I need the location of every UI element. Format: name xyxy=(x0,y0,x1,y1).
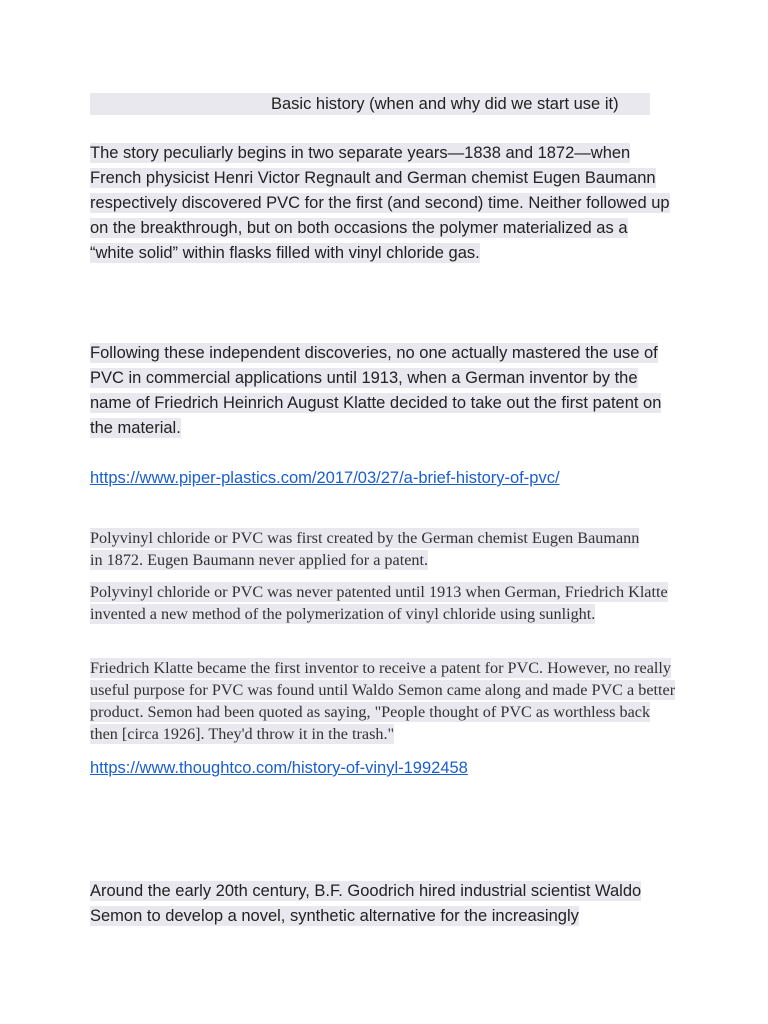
paragraph-independent-discoveries xyxy=(90,341,680,441)
paragraph-klatte-patent-text: Polyvinyl chloride or PVC was never patented until 1913 when German, Friedrich Klatte invented a new method of the polymerization of vinyl chloride using sunlight. xyxy=(90,583,668,623)
paragraph-story-begins xyxy=(90,141,675,266)
link-piper-plastics[interactable]: https://www.piper-plastics.com/2017/03/27/a-brief-history-of-pvc/ xyxy=(90,469,560,487)
link-thoughtco[interactable]: https://www.thoughtco.com/history-of-vinyl-1992458 xyxy=(90,759,468,777)
paragraph-baumann xyxy=(90,527,650,571)
section-heading xyxy=(90,93,650,115)
paragraph-story-begins-text: The story peculiarly begins in two separate years—1838 and 1872—when French physicist Henri Victor Regnault and German chemist Eugen Baumann respectively discovered PVC for the first (and second) time. Neither followed up on the breakthrough, but on both occasions the polymer materialized as a “white solid” within flasks filled with vinyl chloride gas. xyxy=(90,144,670,262)
paragraph-goodrich-text: Around the early 20th century, B.F. Goodrich hired industrial scientist Waldo Semon to develop a novel, synthetic alternative for the increasingly xyxy=(90,882,642,925)
section-heading-text: Basic history (when and why did we start use it) xyxy=(271,95,619,113)
paragraph-baumann-text: Polyvinyl chloride or PVC was first created by the German chemist Eugen Baumann in 1872. Eugen Baumann never applied for a patent. xyxy=(90,529,640,569)
paragraph-semon-quote-text: Friedrich Klatte became the first inventor to receive a patent for PVC. However, no really useful purpose for PVC was found until Waldo Semon came along and made PVC a better product. Semon had been quoted as saying, "People thought of PVC as worthless back then [circa 1926]. They'd throw it in the trash." xyxy=(90,659,676,743)
paragraph-goodrich xyxy=(90,879,680,929)
paragraph-klatte-patent xyxy=(90,581,680,625)
paragraph-independent-discoveries-text: Following these independent discoveries, no one actually mastered the use of PVC in commercial applications until 1913, when a German inventor by the name of Friedrich Heinrich August Klatte decided to take out the first patent on the material. xyxy=(90,344,662,437)
paragraph-semon-quote xyxy=(90,657,680,745)
